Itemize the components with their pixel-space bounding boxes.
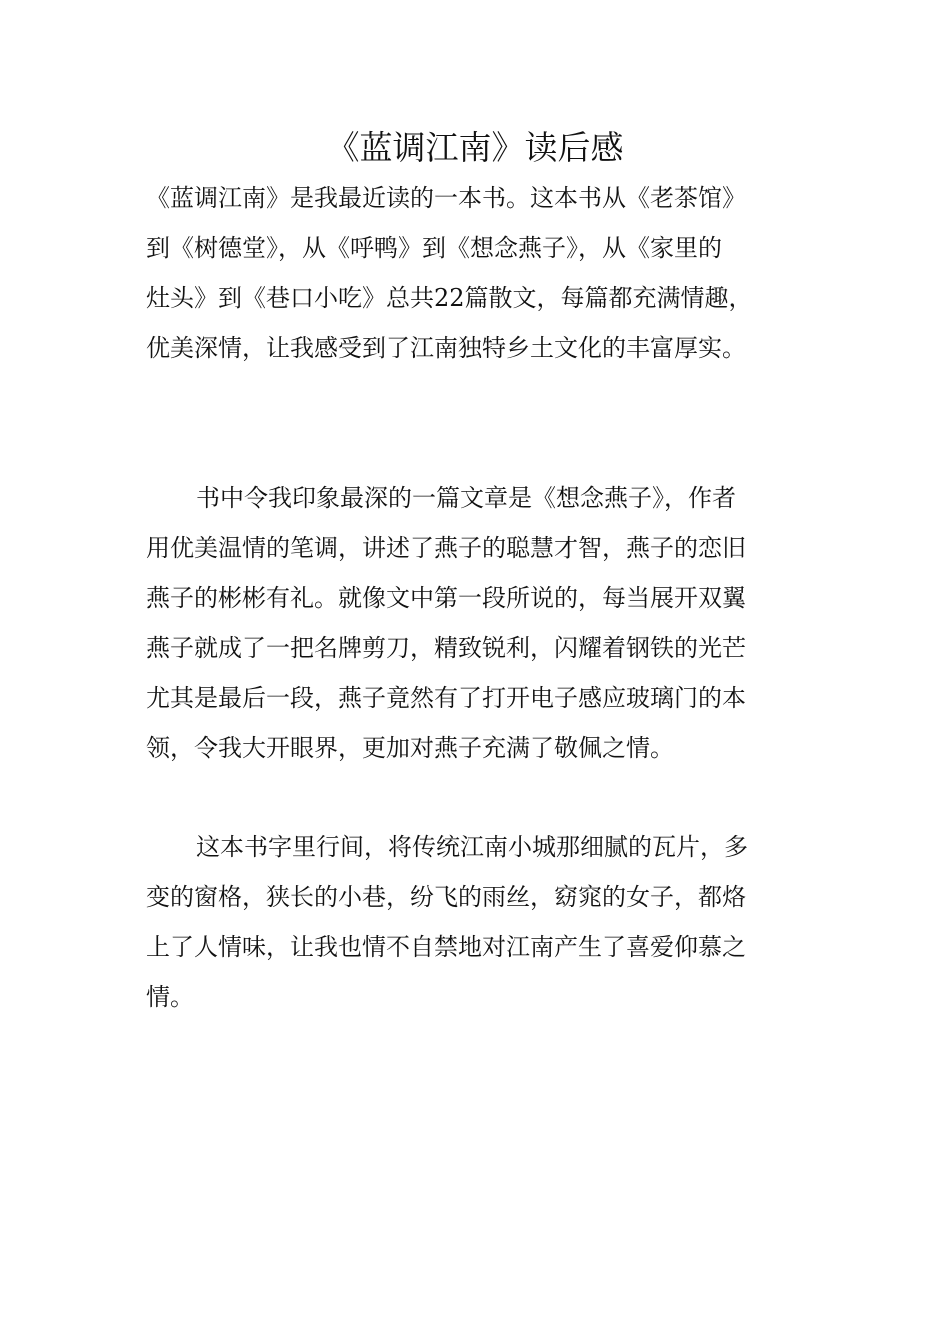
paragraph-line: 尤其是最后一段，燕子竟然有了打开电子感应玻璃门的本 (146, 684, 746, 712)
paragraph-line: 灶头》到《巷口小吃》总共22篇散文，每篇都充满情趣， (146, 284, 753, 312)
paragraph-line: 用优美温情的笔调，讲述了燕子的聪慧才智，燕子的恋旧 (146, 534, 746, 562)
paragraph-line: 燕子的彬彬有礼。就像文中第一段所说的，每当展开双翼 (146, 584, 746, 612)
paragraph-line: 《蓝调江南》是我最近读的一本书。这本书从《老茶馆》 (146, 184, 746, 212)
paragraph-line: 领，令我大开眼界，更加对燕子充满了敬佩之情。 (146, 734, 674, 762)
paragraph-line: 优美深情，让我感受到了江南独特乡土文化的丰富厚实。 (146, 334, 746, 362)
paragraph-line: 情。 (146, 983, 194, 1011)
paragraph-favorite-article (146, 480, 806, 780)
paragraph-line: 上了人情味，让我也情不自禁地对江南产生了喜爱仰慕之 (146, 933, 746, 961)
paragraph-line: 这本书字里行间，将传统江南小城那细腻的瓦片，多 (196, 833, 748, 861)
paragraph-line: 书中令我印象最深的一篇文章是《想念燕子》，作者 (196, 484, 736, 512)
paragraph-line: 变的窗格，狭长的小巷，纷飞的雨丝，窈窕的女子，都烙 (146, 883, 746, 911)
document-title: 《蓝调江南》读后感 (326, 128, 624, 167)
paragraph-conclusion (146, 829, 806, 1029)
paragraph-intro (146, 180, 806, 380)
paragraph-line: 燕子就成了一把名牌剪刀，精致锐利，闪耀着钢铁的光芒 (146, 634, 746, 662)
paragraph-line: 到《树德堂》，从《呼鸭》到《想念燕子》，从《家里的 (146, 234, 722, 262)
